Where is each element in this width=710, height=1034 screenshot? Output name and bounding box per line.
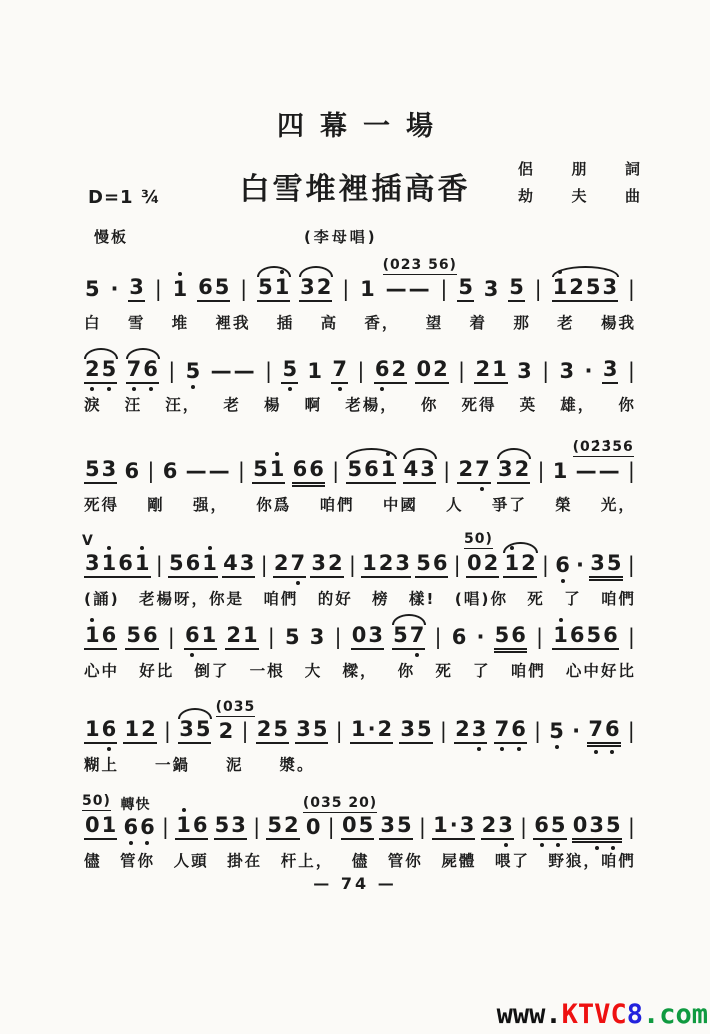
note-token: ·	[576, 553, 585, 577]
watermark-segment: 8	[626, 999, 643, 1030]
lyric-group: 樣!	[408, 590, 436, 609]
note-token: 1	[360, 277, 375, 301]
barline: |	[520, 815, 528, 839]
note-token: 3 2	[310, 552, 343, 578]
song-title: 白雪堆裡插高香	[239, 172, 471, 207]
lyric-group: 死	[435, 662, 453, 681]
note-token: 5 1	[252, 458, 285, 484]
note-token: 5 6 1	[346, 458, 396, 484]
note-token: 5	[508, 276, 525, 302]
notes-row	[84, 600, 636, 650]
scene-heading: 四幕一場	[277, 111, 449, 142]
music-system	[84, 694, 636, 775]
lyric-group: 强，	[193, 496, 229, 515]
notes-row	[84, 528, 636, 578]
annotation: 50)	[82, 793, 111, 810]
note-token: 2 3	[454, 718, 487, 744]
lyrics-row	[84, 493, 636, 515]
note-token: 5 6 1	[168, 552, 218, 578]
note-token: 1 2	[123, 718, 156, 744]
note-token: 5	[281, 358, 298, 384]
barline: |	[334, 625, 342, 649]
lyrics-row	[84, 849, 636, 871]
lyric-group: 喂了	[494, 852, 530, 871]
lyric-group: 淚	[84, 396, 102, 415]
lyric-group: 白	[84, 314, 102, 333]
note-token: 5 1	[257, 276, 290, 302]
note-token: — — (02̇3̇56	[572, 439, 634, 483]
lyric-group: 老	[223, 396, 241, 415]
note-token: 0 5	[341, 814, 374, 840]
note-token: 7 6	[587, 718, 620, 744]
annotation: (035 20)	[302, 795, 378, 812]
note-token: 3 5	[379, 814, 412, 840]
note-token: ·	[476, 625, 485, 649]
lyric-group: 爭了	[491, 496, 527, 515]
barline: |	[348, 553, 356, 577]
lyric-group: 香，	[364, 314, 400, 333]
credit-char: 劫	[518, 187, 534, 205]
barline: |	[241, 719, 249, 743]
barline: |	[342, 277, 350, 301]
notes-row	[84, 334, 636, 384]
lyric-group: 死得	[461, 396, 497, 415]
annotation: 轉快	[120, 797, 151, 814]
lyric-group: (唱)你	[454, 590, 508, 609]
lyrics-row	[84, 753, 636, 775]
watermark-segment: .com	[642, 999, 708, 1030]
note-token: 2 7	[457, 458, 490, 484]
lyric-group: 大	[304, 662, 323, 681]
note-token: 5 3	[214, 814, 247, 840]
lyric-group: (誦)	[84, 590, 120, 609]
barline: |	[536, 625, 544, 649]
note-token: 5 2	[266, 814, 299, 840]
barline: |	[161, 815, 169, 839]
lyric-group: 老楊，	[345, 396, 398, 415]
barline: |	[440, 277, 448, 301]
note-token: 3 5	[399, 718, 432, 744]
note-token: 6 6	[292, 458, 325, 484]
lyric-group: 楊我	[600, 314, 636, 333]
note-token: 1 2 3	[361, 552, 411, 578]
note-token: 6 6 轉快	[120, 797, 155, 839]
note-token: 1 6	[84, 624, 117, 650]
note-token: 2 3	[481, 814, 514, 840]
annotation: (035	[215, 699, 256, 716]
note-token: 6	[124, 459, 140, 483]
lyric-group: 榮	[555, 496, 573, 515]
note-token: 2 1	[225, 624, 258, 650]
note-token: 4 3	[403, 458, 436, 484]
annotation: V	[82, 533, 94, 550]
note-token: 5 6	[415, 552, 448, 578]
lyric-group: 那	[513, 314, 531, 333]
note-token: 5	[549, 719, 564, 743]
note-token: 4 3	[222, 552, 255, 578]
note-token: 6 5	[533, 814, 566, 840]
lyric-group: 野狼，咱們	[548, 852, 636, 871]
lyric-group: 老楊呀，你是	[139, 590, 245, 609]
barline: |	[627, 625, 635, 649]
lyric-group: 啊	[304, 396, 323, 415]
music-system	[84, 528, 636, 609]
barline: |	[627, 553, 635, 577]
lyric-group: 你	[618, 396, 636, 415]
note-token: 1	[552, 459, 568, 483]
lyric-group: 漿。	[279, 756, 315, 775]
note-token: 6	[162, 459, 178, 483]
barline: |	[335, 719, 343, 743]
credit-composer	[518, 183, 640, 210]
lyric-group: 咱們	[263, 590, 299, 609]
note-token: 5 7	[392, 624, 425, 650]
lyrics-row	[84, 659, 636, 681]
note-token: 3 2	[497, 458, 530, 484]
note-token: 1 6	[84, 718, 117, 744]
note-token: 5 6	[125, 624, 158, 650]
note-token: 3	[128, 276, 145, 302]
lyric-group: 了	[564, 590, 582, 609]
note-token: — —	[185, 459, 230, 483]
note-token: 2 5	[256, 718, 289, 744]
annotation: (02̇3̇56	[572, 439, 634, 456]
note-token: 5	[185, 359, 201, 383]
note-token: 3	[309, 625, 325, 649]
lyric-group: 汪，	[165, 396, 201, 415]
lyric-group: 着	[469, 314, 488, 333]
barline: |	[147, 459, 155, 483]
barline: |	[327, 815, 335, 839]
lyric-group: 儘	[84, 852, 102, 871]
note-token: 3	[602, 358, 619, 384]
note-token: ·	[572, 719, 581, 743]
barline: |	[168, 359, 176, 383]
lyric-group: 裡我	[215, 314, 251, 333]
barline: |	[627, 815, 635, 839]
lyric-group: 雄，	[560, 396, 596, 415]
note-token: 2 (035	[215, 699, 256, 743]
note-token: 5 6	[494, 624, 527, 650]
lyric-group: 心中好比	[565, 662, 636, 681]
note-token: 6 5	[197, 276, 230, 302]
barline: |	[542, 359, 550, 383]
lyric-group: 人頭	[173, 852, 209, 871]
tempo-marking: 慢板	[94, 228, 129, 246]
note-token: 1 · 3	[432, 814, 475, 840]
note-token: 6 1	[184, 624, 217, 650]
lyric-group: 儘	[351, 852, 370, 871]
barline: |	[434, 625, 442, 649]
barline: |	[237, 459, 245, 483]
note-token: 5	[85, 277, 100, 301]
lyric-group: 高	[320, 314, 339, 333]
music-system	[84, 434, 636, 515]
barline: |	[534, 277, 542, 301]
note-token: 6	[451, 625, 467, 649]
page-number: — 74 —	[313, 874, 397, 893]
note-token: 3 1 6 1 V	[84, 552, 151, 578]
lyric-group: 光，	[600, 496, 636, 515]
lyric-group: 你	[397, 662, 416, 681]
lyric-group: 心中	[84, 662, 120, 681]
music-system	[84, 600, 636, 681]
lyric-group: 汪	[124, 396, 143, 415]
note-token: 0 3	[351, 624, 384, 650]
barline: |	[458, 359, 466, 383]
barline: |	[155, 553, 163, 577]
note-token: 7 6	[126, 358, 159, 384]
lyric-group: 掛在	[227, 852, 263, 871]
note-token: — — (023 56)	[382, 257, 457, 301]
note-token: 1	[172, 277, 188, 301]
note-token: 0 2 50)	[466, 552, 499, 578]
note-token: 7	[331, 358, 348, 384]
credit-char: 詞	[624, 160, 640, 178]
lyric-group: 死得	[84, 496, 120, 515]
note-token: 3 5	[178, 718, 211, 744]
note-token: 2 1	[474, 358, 507, 384]
barline: |	[453, 553, 461, 577]
barline: |	[167, 625, 175, 649]
note-token: 7 6	[494, 718, 527, 744]
lyric-group: 你爲	[256, 496, 292, 515]
lyric-group: 榜	[372, 590, 390, 609]
singer-label: (李母唱)	[303, 228, 378, 246]
barline: |	[154, 277, 162, 301]
note-token: 3	[517, 359, 532, 383]
note-token: 0 2	[415, 358, 448, 384]
lyric-group: 倒了	[194, 662, 230, 681]
barline: |	[240, 277, 248, 301]
note-token: 6	[555, 553, 570, 577]
note-token: 5	[285, 625, 300, 649]
barline: |	[537, 459, 545, 483]
watermark-segment: www.	[496, 999, 562, 1030]
note-token: 1 6	[175, 814, 208, 840]
lyric-group: 咱們	[600, 590, 636, 609]
barline: |	[541, 553, 549, 577]
lyric-group: 你	[420, 396, 439, 415]
note-token: 1 · 2	[350, 718, 393, 744]
annotation: (023 56)	[382, 257, 457, 274]
key-signature: D=1 ¾	[88, 187, 161, 208]
lyric-group: 杆上，	[280, 852, 334, 871]
barline: |	[627, 719, 635, 743]
annotation: 50)	[463, 531, 493, 548]
lyric-group: 糊上	[84, 756, 120, 775]
note-token: ·	[110, 277, 119, 301]
barline: |	[163, 719, 171, 743]
lyric-group: 中國	[382, 496, 418, 515]
credit-char: 曲	[624, 187, 640, 205]
music-system	[84, 790, 636, 871]
lyric-group: 樑，	[342, 662, 378, 681]
note-token: 3	[483, 277, 499, 301]
lyrics-row	[84, 311, 636, 333]
lyric-group: 老	[557, 314, 575, 333]
barline: |	[265, 359, 273, 383]
notes-row	[84, 434, 636, 484]
note-token: 1 6 5 6	[552, 624, 619, 650]
note-token: — —	[210, 359, 255, 383]
lyric-group: 的好	[317, 590, 353, 609]
note-token: 5	[457, 276, 474, 302]
note-token: 1 2 5 3	[552, 276, 619, 302]
barline: |	[534, 719, 542, 743]
barline: |	[260, 553, 268, 577]
note-token: 2 5	[84, 358, 117, 384]
lyric-group: 堆	[171, 314, 190, 333]
lyrics-row	[84, 393, 636, 415]
lyric-group: 楊	[264, 396, 282, 415]
lyric-group: 死	[527, 590, 545, 609]
lyric-group: 英	[519, 396, 538, 415]
note-token: 6 2	[374, 358, 407, 384]
lyric-group: 屍體	[441, 852, 477, 871]
lyric-group: 管你	[120, 852, 156, 871]
barline: |	[357, 359, 365, 383]
note-token: 3	[559, 359, 575, 383]
note-token: 0 1 50)	[84, 814, 117, 840]
lyric-group: 好比	[139, 662, 175, 681]
barline: |	[627, 459, 635, 483]
credit-char: 侶	[518, 160, 534, 178]
lyric-group: 泥	[226, 756, 244, 775]
note-token: 1 2	[503, 552, 536, 578]
lyric-group: 了	[473, 662, 491, 681]
lyric-group: 插	[276, 314, 295, 333]
credit-char: 夫	[571, 187, 587, 205]
lyric-group: 咱們	[319, 496, 355, 515]
barline: |	[627, 359, 635, 383]
lyric-group: 人	[446, 496, 464, 515]
lyric-group: 管你	[387, 852, 423, 871]
lyric-group: 一根	[249, 662, 285, 681]
lyric-group: 剛	[147, 496, 165, 515]
barline: |	[418, 815, 426, 839]
watermark-segment: KTVC	[561, 999, 627, 1030]
note-token: 3 5	[295, 718, 328, 744]
music-system	[84, 252, 636, 333]
note-token: 3 2	[299, 276, 332, 302]
credits-block	[518, 156, 640, 210]
music-system	[84, 334, 636, 415]
note-token: 0 (035 20)	[302, 795, 378, 839]
credit-lyricist	[518, 156, 640, 183]
note-token: 3 5	[589, 552, 622, 578]
notes-row	[84, 790, 636, 840]
lyric-group: 雪	[127, 314, 146, 333]
lyric-group: 望	[425, 314, 444, 333]
watermark	[497, 1001, 708, 1028]
note-token: 1	[307, 359, 323, 383]
note-token: 0 3 5	[572, 814, 622, 840]
lyric-group: 咱們	[510, 662, 546, 681]
barline: |	[253, 815, 261, 839]
barline: |	[443, 459, 451, 483]
notes-row	[84, 694, 636, 744]
note-token: ·	[584, 359, 593, 383]
notes-row	[84, 252, 636, 302]
barline: |	[439, 719, 447, 743]
note-token: 2 7	[273, 552, 306, 578]
barline: |	[267, 625, 275, 649]
barline: |	[627, 277, 635, 301]
credit-char: 朋	[571, 160, 587, 178]
lyric-group: 一鍋	[155, 756, 191, 775]
barline: |	[332, 459, 340, 483]
note-token: 5 3	[84, 458, 117, 484]
